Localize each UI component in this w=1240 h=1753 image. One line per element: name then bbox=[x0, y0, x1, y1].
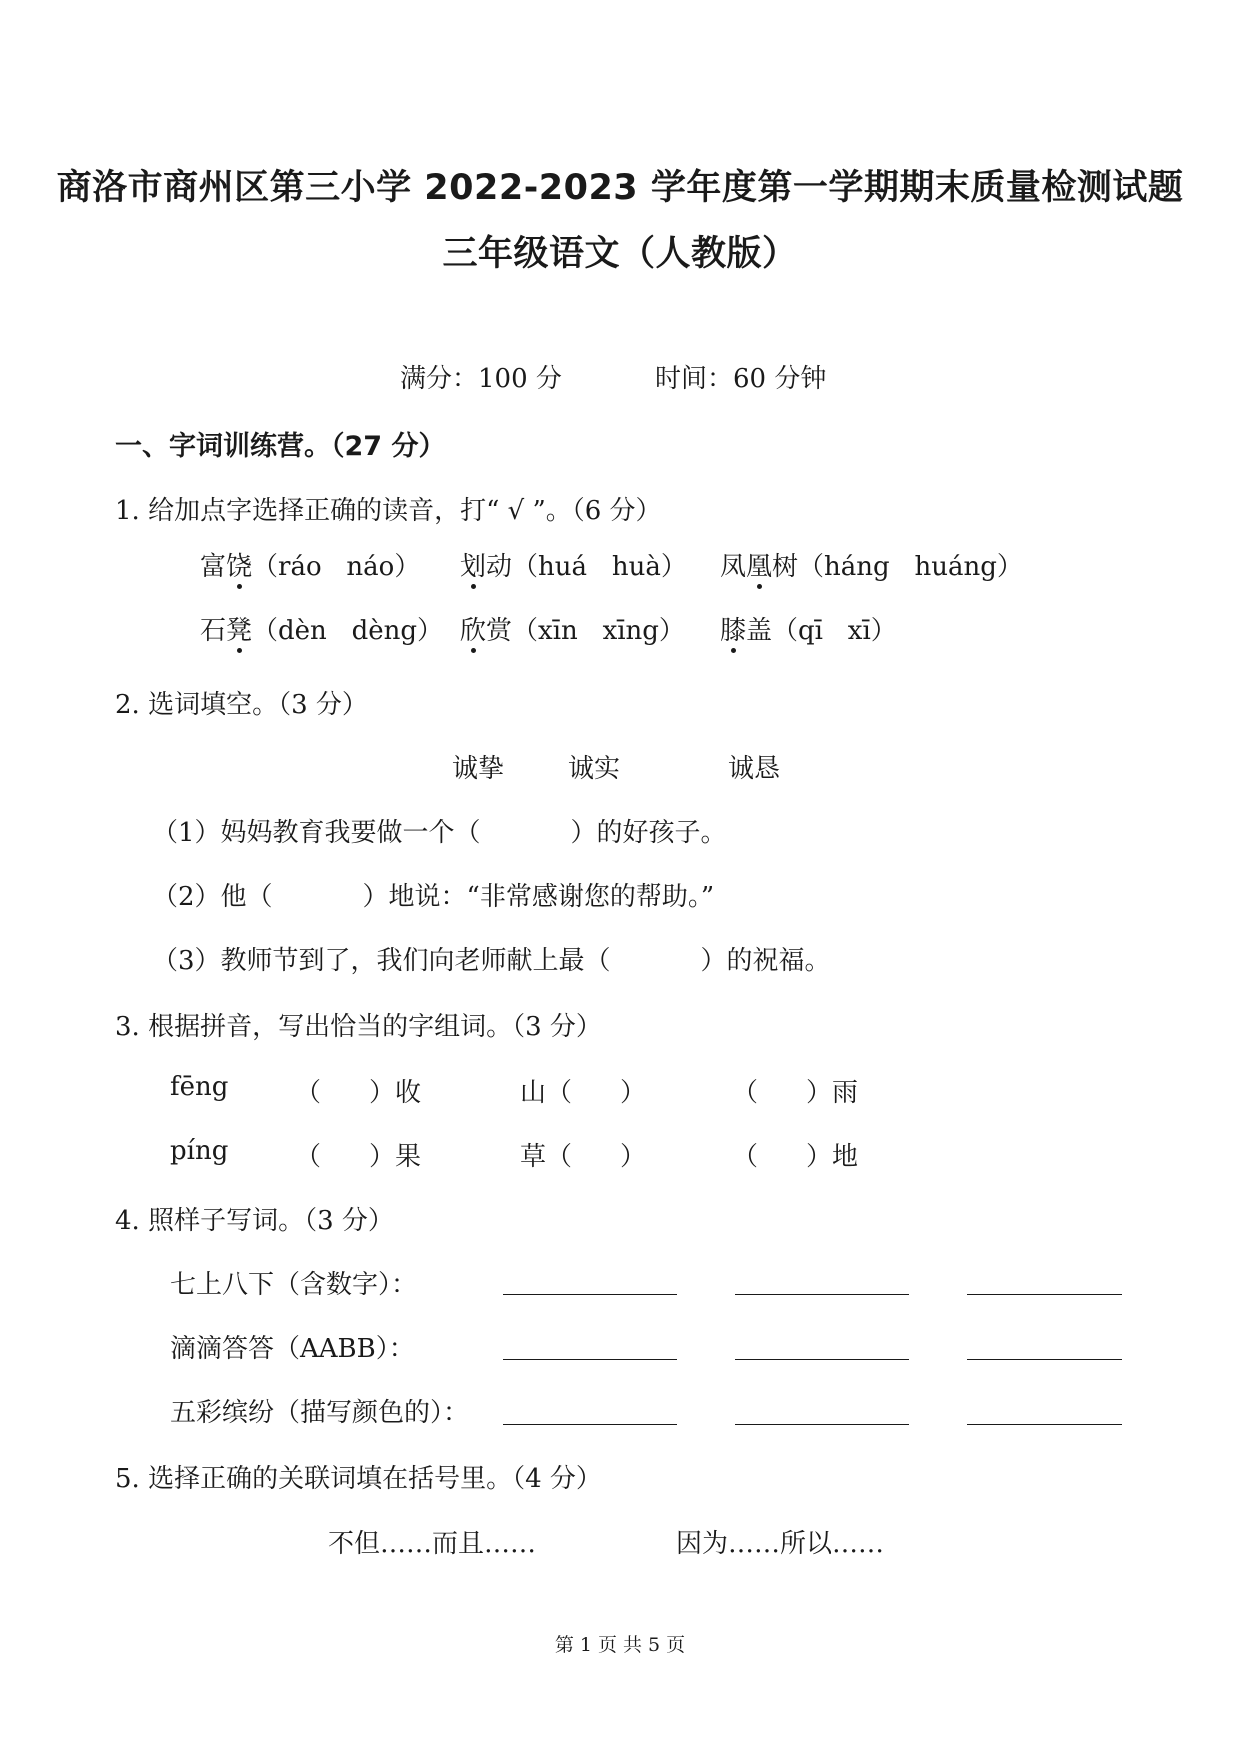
fill-sentence: （1）妈妈教育我要做一个（ ）的好孩子。 bbox=[152, 818, 727, 848]
question-4-prompt: 4. 照样子写词。（3 分） bbox=[115, 1206, 394, 1236]
answer-line[interactable] bbox=[735, 1424, 909, 1425]
full-score: 满分：100 分 bbox=[400, 364, 562, 394]
word-option: 诚挚 bbox=[452, 754, 505, 784]
blank-cell: 草（ ） bbox=[520, 1142, 647, 1172]
answer-line[interactable] bbox=[735, 1359, 909, 1360]
question-5-prompt: 5. 选择正确的关联词填在括号里。（4 分） bbox=[115, 1464, 602, 1494]
blank-cell: （ ）雨 bbox=[732, 1078, 859, 1108]
question-3-prompt: 3. 根据拼音，写出恰当的字组词。（3 分） bbox=[115, 1012, 602, 1042]
time-limit: 时间：60 分钟 bbox=[655, 364, 827, 394]
answer-line[interactable] bbox=[735, 1294, 909, 1295]
answer-line[interactable] bbox=[503, 1294, 677, 1295]
pinyin-item: 凤凰树（háng huáng） bbox=[720, 546, 1023, 583]
page-footer: 第 1 页 共 5 页 bbox=[554, 1634, 686, 1656]
question-2-prompt: 2. 选词填空。（3 分） bbox=[115, 690, 368, 720]
answer-line[interactable] bbox=[503, 1424, 677, 1425]
word-option: 诚恳 bbox=[728, 754, 781, 784]
example-label: 七上八下（含数字）： bbox=[170, 1270, 418, 1300]
dotted-char: 划 bbox=[460, 546, 486, 583]
blank-cell: （ ）地 bbox=[732, 1142, 859, 1172]
conjunction-option: 因为……所以…… bbox=[676, 1529, 885, 1559]
example-label: 五彩缤纷（描写颜色的）： bbox=[170, 1398, 470, 1428]
example-label: 滴滴答答（AABB）： bbox=[170, 1334, 415, 1364]
pinyin-item: 石凳（dèn dèng） bbox=[200, 610, 443, 647]
dotted-char: 饶 bbox=[226, 546, 252, 583]
section-heading: 一、字词训练营。（27 分） bbox=[115, 431, 446, 462]
blank-cell: 山（ ） bbox=[520, 1078, 647, 1108]
word-option: 诚实 bbox=[568, 754, 621, 784]
pinyin-item: 划动（huá huà） bbox=[460, 546, 687, 583]
pinyin-item: 膝盖（qī xī） bbox=[720, 610, 897, 647]
conjunction-option: 不但……而且…… bbox=[328, 1529, 537, 1559]
exam-title: 商洛市商州区第三小学 2022-2023 学年度第一学期期末质量检测试题 bbox=[56, 168, 1184, 208]
exam-subtitle: 三年级语文（人教版） bbox=[442, 234, 798, 274]
answer-line[interactable] bbox=[967, 1424, 1122, 1425]
dotted-char: 欣 bbox=[460, 610, 486, 647]
answer-line[interactable] bbox=[967, 1294, 1122, 1295]
dotted-char: 凳 bbox=[226, 610, 252, 647]
pinyin-label: píng bbox=[170, 1136, 229, 1166]
fill-sentence: （3）教师节到了，我们向老师献上最（ ）的祝福。 bbox=[152, 946, 831, 976]
pinyin-label: fēng bbox=[170, 1072, 229, 1102]
question-1-prompt: 1. 给加点字选择正确的读音，打“ √ ”。（6 分） bbox=[115, 496, 662, 526]
dotted-char: 膝 bbox=[720, 610, 746, 647]
blank-cell: （ ）果 bbox=[295, 1142, 422, 1172]
answer-line[interactable] bbox=[503, 1359, 677, 1360]
pinyin-item: 欣赏（xīn xīng） bbox=[460, 610, 685, 647]
dotted-char: 凰 bbox=[746, 546, 772, 583]
blank-cell: （ ）收 bbox=[295, 1078, 422, 1108]
answer-line[interactable] bbox=[967, 1359, 1122, 1360]
pinyin-item: 富饶（ráo náo） bbox=[200, 546, 420, 583]
fill-sentence: （2）他（ ）地说：“非常感谢您的帮助。” bbox=[152, 882, 715, 912]
